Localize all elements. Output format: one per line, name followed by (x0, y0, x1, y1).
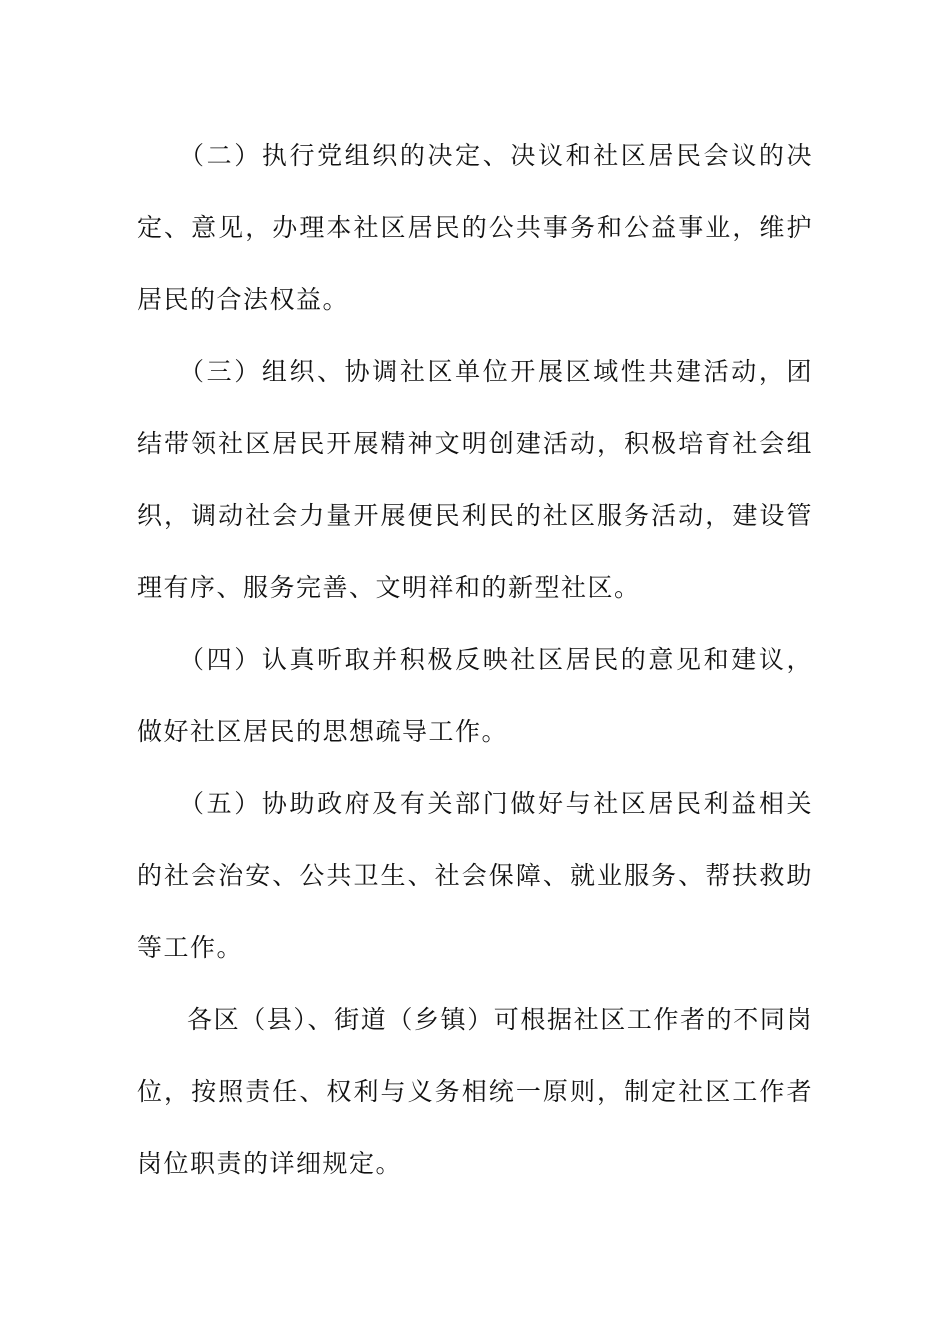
paragraph-duty-4: （四）认真听取并积极反映社区居民的意见和建议，做好社区居民的思想疏导工作。 (137, 645, 813, 746)
document-body (137, 120, 813, 1200)
paragraph-duty-3: （三）组织、协调社区单位开展区域性共建活动，团结带领社区居民开展精神文明创建活动，积极培育社会组织，调动社会力量开展便民利民的社区服务活动，建设管理有序、服务完善、文明祥和的新型社区。 (137, 357, 813, 602)
paragraph-note: 各区（县）、街道（乡镇）可根据社区工作者的不同岗位，按照责任、权利与义务相统一原则，制定社区工作者岗位职责的详细规定。 (137, 1005, 813, 1178)
paragraph-duty-5: （五）协助政府及有关部门做好与社区居民利益相关的社会治安、公共卫生、社会保障、就业服务、帮扶救助等工作。 (137, 789, 813, 962)
paragraph-duty-2: （二）执行党组织的决定、决议和社区居民会议的决定、意见，办理本社区居民的公共事务和公益事业，维护居民的合法权益。 (137, 141, 813, 314)
